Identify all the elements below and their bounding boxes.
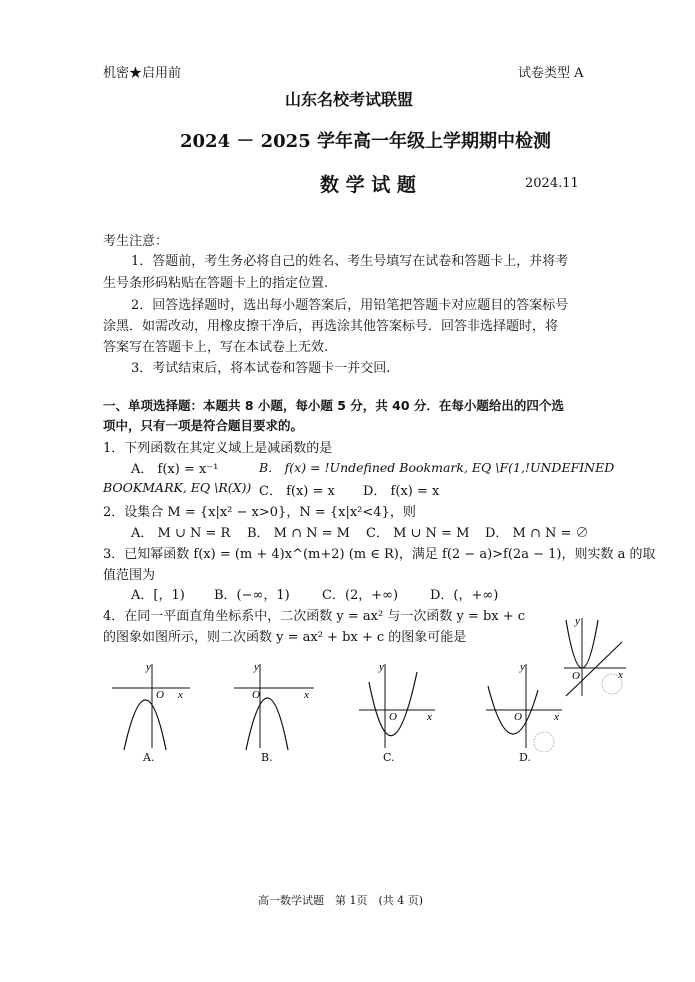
q3-option-b: B．(−∞，1) <box>214 588 290 603</box>
q4-graph-b <box>230 660 320 752</box>
q4-label-b: B. <box>261 751 273 764</box>
q1-stem: 1．下列函数在其定义域上是减函数的是 <box>103 441 333 456</box>
q4-graph-d <box>482 660 572 752</box>
exam-date: 2024.11 <box>525 176 579 191</box>
section-heading: 一、单项选择题：本题共 8 小题，每小题 5 分，共 40 分．在每小题给出的四个选 <box>103 398 564 413</box>
org-title: 山东名校考试联盟 <box>285 90 414 109</box>
q4-stem-cont: 的图象如图所示，则二次函数 y = ax² + bx + c 的图象可能是 <box>103 630 467 645</box>
watermark-seal-icon <box>602 674 622 694</box>
exam-title: 2024 － 2025 学年高一年级上学期期中检测 <box>180 131 551 152</box>
q3-option-c: C．(2，+∞) <box>322 588 399 603</box>
notice-line: 1．答题前，考生务必将自己的姓名、考生号填写在试卷和答题卡上，并将考 <box>131 254 569 269</box>
watermark-seal-icon <box>534 732 554 752</box>
q4-label-c: C. <box>383 751 395 764</box>
axis-label: x <box>304 689 309 701</box>
notice-line: 涂黑．如需改动，用橡皮擦干净后，再选涂其他答案标号．回答非选择题时，将 <box>103 319 559 334</box>
origin-label: O <box>156 689 164 701</box>
q3-stem-cont: 值范围为 <box>103 568 156 583</box>
subject-title: 数 学 试 题 <box>320 174 416 196</box>
q3-stem: 3．已知幂函数 f(x) = (m + 4)x^(m+2) (m ∈ R)，满足 f(2 − a)>f(2a − 1)，则实数 a 的取 <box>103 547 656 562</box>
q1-option-b: B． f(x) = !Undefined Bookmark, EQ \F(1,!UNDEFINED <box>259 460 615 475</box>
origin-label: O <box>514 711 522 723</box>
q4-graph-a <box>110 660 200 752</box>
axis-label: x <box>178 689 183 701</box>
notice-line: 生号条形码粘贴在答题卡上的指定位置. <box>103 276 329 291</box>
page-footer: 高一数学试题 第 1页 (共 4 页) <box>258 894 424 907</box>
paper-type-label: 试卷类型 A <box>518 66 584 81</box>
axis-label: x <box>427 711 432 723</box>
q4-label-a: A. <box>143 751 155 764</box>
notice-line: 3．考试结束后，将本试卷和答题卡一并交回. <box>131 361 391 376</box>
q3-option-d: D．(，+∞) <box>430 588 499 603</box>
axis-label: x <box>554 711 559 723</box>
section-heading-cont: 项中，只有一项是符合题目要求的。 <box>103 418 304 433</box>
q2-option-c: C． M ∪ N = M <box>366 526 470 541</box>
axis-label: y <box>146 661 151 673</box>
axis-label: x <box>618 669 623 681</box>
q3-option-a: A．[，1) <box>131 588 185 603</box>
notice-heading: 考生注意： <box>103 234 169 249</box>
q1-option-d: D． f(x) = x <box>363 484 440 499</box>
origin-label: O <box>252 689 260 701</box>
q4-stem: 4．在同一平面直角坐标系中，二次函数 y = ax² 与一次函数 y = bx + c <box>103 609 526 624</box>
axis-label: y <box>379 661 384 673</box>
q1-option-a: A． f(x) = x⁻¹ <box>131 462 219 477</box>
confidential-label: 机密★启用前 <box>103 66 182 81</box>
q1-option-c: C． f(x) = x <box>259 484 335 499</box>
q1-option-b-cont: BOOKMARK, EQ \R(X)) <box>103 480 252 495</box>
notice-line: 答案写在答题卡上，写在本试卷上无效. <box>103 340 329 355</box>
origin-label: O <box>572 670 580 682</box>
q4-graph-c <box>355 660 445 752</box>
q2-option-a: A． M ∪ N = R <box>131 526 231 541</box>
q2-option-d: D． M ∩ N = ∅ <box>485 526 589 541</box>
axis-label: y <box>254 661 259 673</box>
q4-label-d: D. <box>519 751 531 764</box>
axis-label: y <box>520 661 525 673</box>
notice-line: 2．回答选择题时，选出每小题答案后，用铅笔把答题卡对应题目的答案标号 <box>131 298 569 313</box>
origin-label: O <box>389 711 397 723</box>
axis-label: y <box>575 615 580 627</box>
q2-option-b: B． M ∩ N = M <box>247 526 350 541</box>
q2-stem: 2．设集合 M = {x|x² − x>0}，N = {x|x²<4}，则 <box>103 505 416 520</box>
